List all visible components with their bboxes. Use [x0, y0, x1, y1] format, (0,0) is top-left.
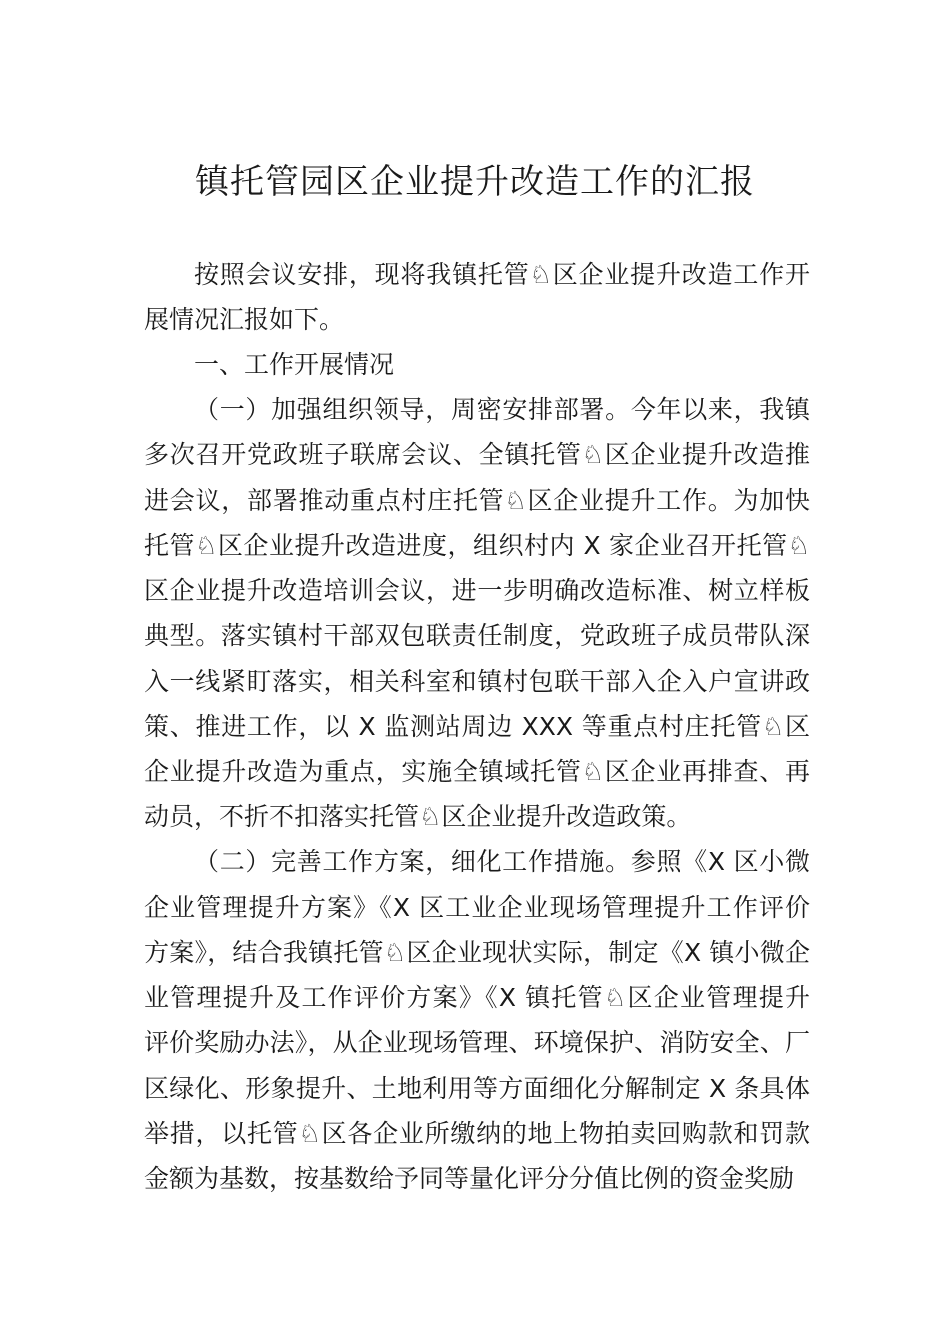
paragraph-line: 企业提升改造为重点，实施全镇域托管♘区企业再排查、再 — [144, 757, 810, 786]
paragraph-line: 按照会议安排，现将我镇托管♘区企业提升改造工作开 — [194, 260, 810, 289]
paragraph-line: 进会议，部署推动重点村庄托管♘区企业提升工作。为加快 — [144, 486, 810, 515]
paragraph-line: 方案》，结合我镇托管♘区企业现状实际，制定《X 镇小微企 — [144, 938, 810, 967]
paragraph-line: 动员，不折不扣落实托管♘区企业提升改造政策。 — [144, 802, 692, 831]
paragraph-line: 入一线紧盯落实，相关科室和镇村包联干部入企入户宣讲政 — [144, 667, 810, 696]
paragraph-line: 企业管理提升方案》《X 区工业企业现场管理提升工作评价 — [144, 893, 810, 922]
paragraph-line: 多次召开党政班子联席会议、全镇托管♘区企业提升改造推 — [144, 440, 810, 469]
paragraph-line: 展情况汇报如下。 — [144, 305, 345, 334]
paragraph-line: 业管理提升及工作评价方案》《X 镇托管♘区企业管理提升 — [144, 983, 810, 1012]
document-title: 镇托管园区企业提升改造工作的汇报 — [195, 162, 755, 202]
paragraph-line: 举措，以托管♘区各企业所缴纳的地上物拍卖回购款和罚款 — [144, 1119, 810, 1148]
paragraph-line: 托管♘区企业提升改造进度，组织村内 X 家企业召开托管♘ — [144, 531, 810, 560]
paragraph-line: 金额为基数，按基数给予同等量化评分分值比例的资金奖励 — [144, 1164, 795, 1193]
paragraph-line: 区绿化、形象提升、土地利用等方面细化分解制定 X 条具体 — [144, 1074, 810, 1103]
paragraph-line: 策、推进工作，以 X 监测站周边 XXX 等重点村庄托管♘区 — [144, 712, 810, 741]
section-heading: 一、工作开展情况 — [194, 350, 395, 379]
paragraph-line: （二）完善工作方案，细化工作措施。参照《X 区小微 — [194, 847, 810, 876]
paragraph-line: （一）加强组织领导，周密安排部署。今年以来，我镇 — [194, 395, 810, 424]
paragraph-line: 评价奖励办法》，从企业现场管理、环境保护、消防安全、厂 — [144, 1028, 810, 1057]
paragraph-line: 典型。落实镇村干部双包联责任制度，党政班子成员带队深 — [144, 621, 810, 650]
paragraph-line: 区企业提升改造培训会议，进一步明确改造标准、树立样板 — [144, 576, 810, 605]
